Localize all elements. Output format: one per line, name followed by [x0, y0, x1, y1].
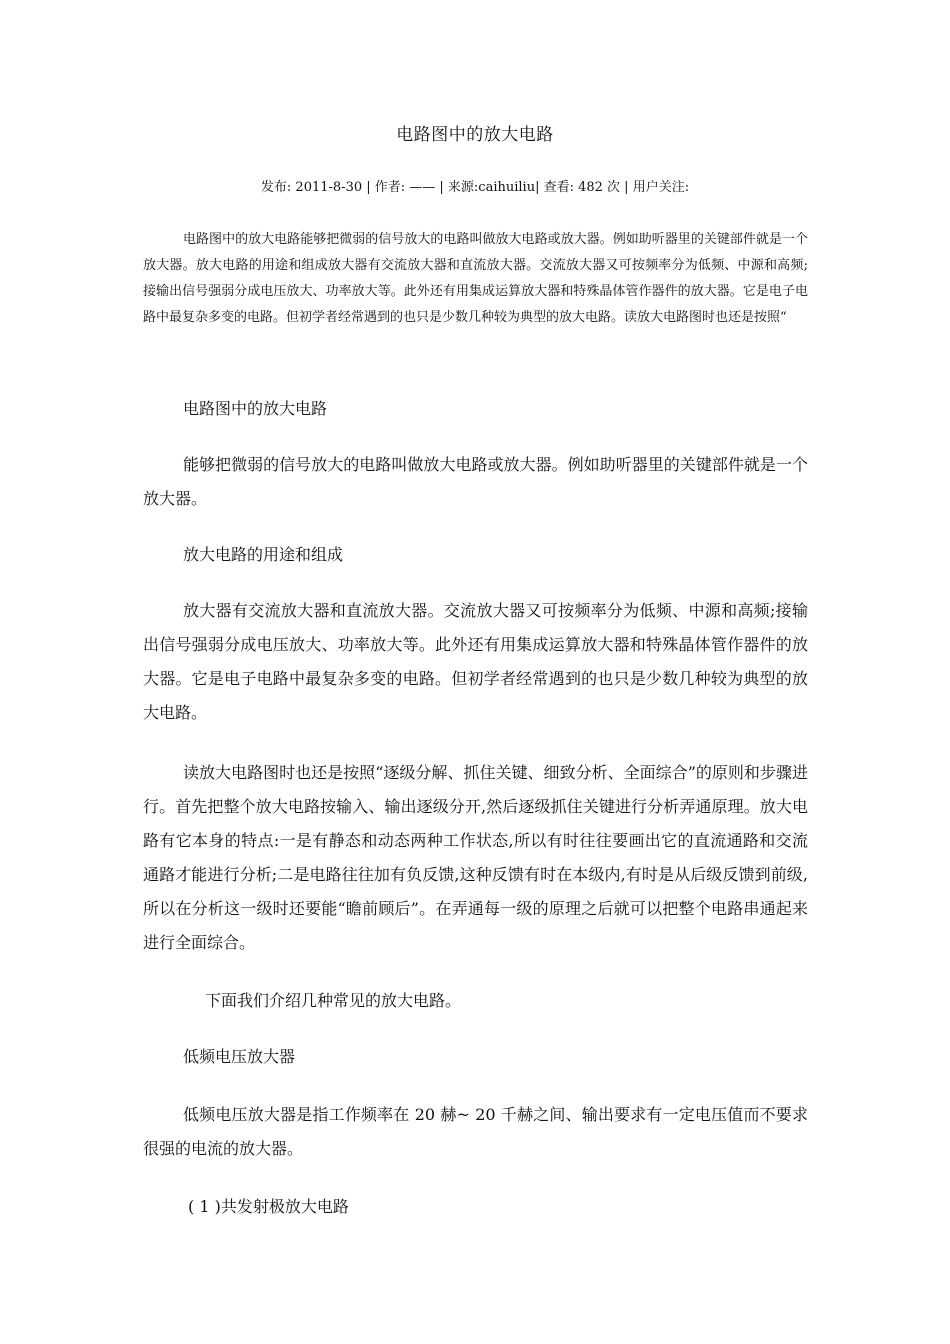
section-heading-purpose: 放大电路的用途和组成 [183, 545, 344, 564]
paragraph-intro-common: 下面我们介绍几种常见的放大电路。 [205, 991, 462, 1010]
article-meta: 发布: 2011-8-30 | 作者: —— | 来源:caihuiliu| 查看: 482 次 | 用户关注: [260, 180, 690, 195]
paragraph-types: 放大器有交流放大器和直流放大器。交流放大器又可按频率分为低频、中源和高频;接输出信号强弱分成电压放大、功率放大等。此外还有用集成运算放大器和特殊晶体管作器件的放大器。它是电子电路中最复杂多变的电路。但初学者经常遇到的也只是少数几种较为典型的放大电路。 [143, 601, 808, 722]
paragraph-reading-method: 读放大电路图时也还是按照“逐级分解、抓住关键、细致分析、全面综合”的原则和步骤进行。首先把整个放大电路按输入、输出逐级分开,然后逐级抓住关键进行分析弄通原理。放大电路有它本身的特点:一是有静态和动态两种工作状态,所以有时往往要画出它的直流通路和交流通路才能进行分析;二是电路往往加有负反馈,这种反馈有时在本级内,有时是从后级反馈到前级,所以在分析这一级时还要能“瞻前顾后”。在弄通每一级的原理之后就可以把整个电路串通起来进行全面综合。 [143, 763, 808, 952]
page-title: 电路图中的放大电路 [396, 125, 554, 145]
paragraph-definition: 能够把微弱的信号放大的电路叫做放大电路或放大器。例如助听器里的关键部件就是一个放大器。 [143, 455, 808, 508]
section-heading-low-frequency: 低频电压放大器 [183, 1047, 296, 1066]
subsection-heading-common-emitter: ( 1 )共发射极放大电路 [188, 1197, 349, 1216]
article-summary: 电路图中的放大电路能够把微弱的信号放大的电路叫做放大电路或放大器。例如助听器里的关键部件就是一个放大器。放大电路的用途和组成放大器有交流放大器和直流放大器。交流放大器又可按频率分为低频、中源和高频;接输出信号强弱分成电压放大、功率放大等。此外还有用集成运算放大器和特殊晶体管作器件的放大器。它是电子电路中最复杂多变的电路。但初学者经常遇到的也只是少数几种较为典型的放大电路。读放大电路图时也还是按照“ [143, 232, 808, 325]
paragraph-low-frequency: 低频电压放大器是指工作频率在 20 赫~ 20 千赫之间、输出要求有一定电压值而不要求很强的电流的放大器。 [143, 1105, 808, 1158]
section-heading-circuit-amplifier: 电路图中的放大电路 [183, 399, 328, 418]
